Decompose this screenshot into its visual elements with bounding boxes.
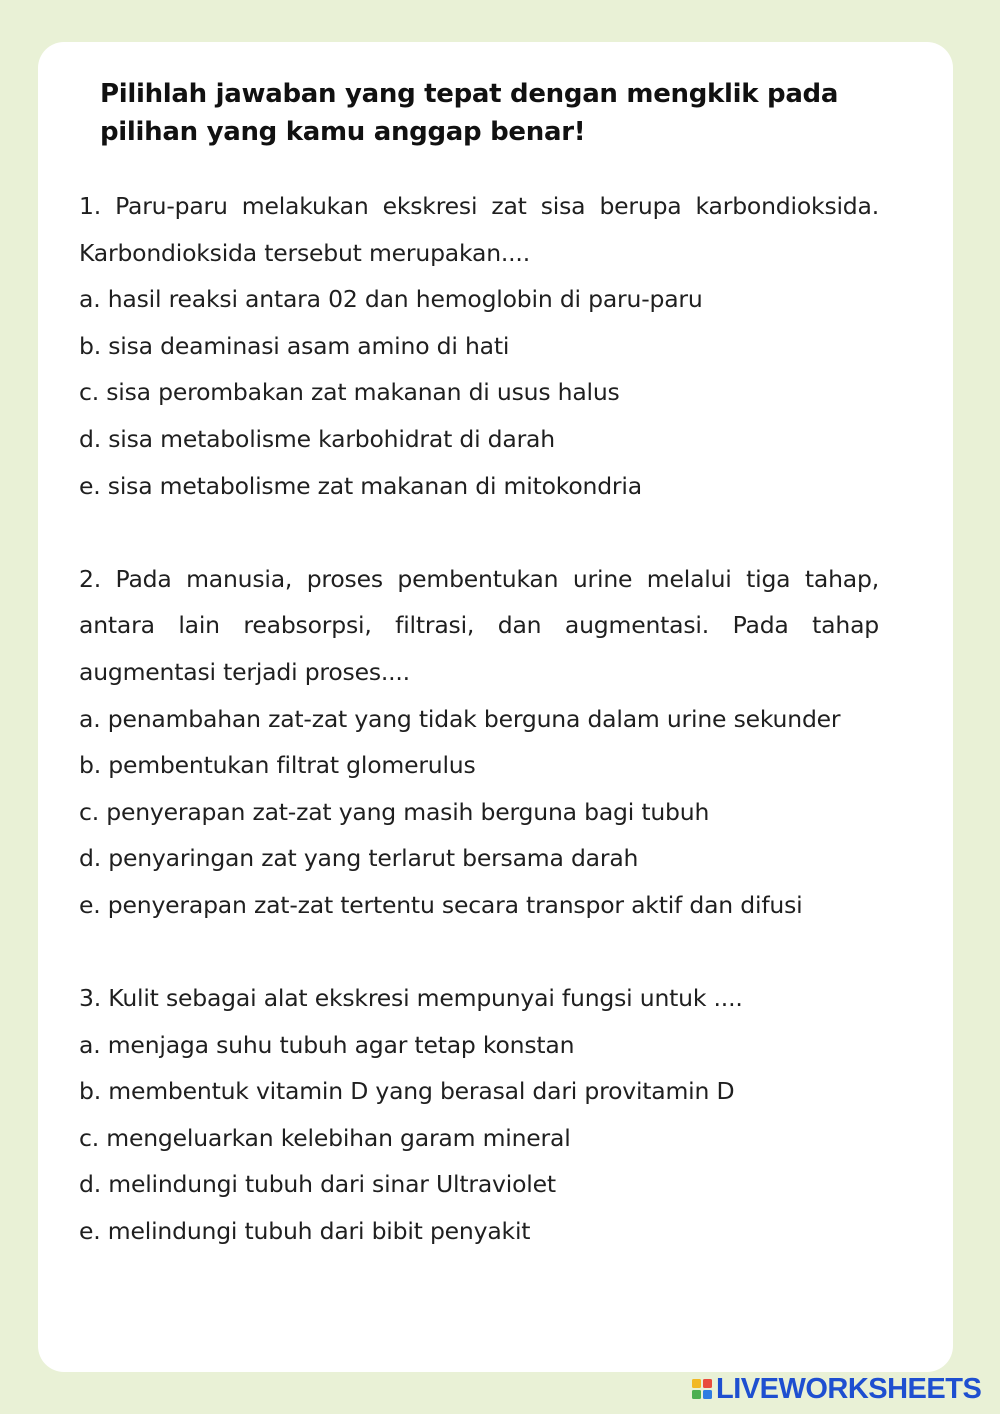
answer-option-a[interactable]: a. hasil reaksi antara 02 dan hemoglobin di paru-paru xyxy=(79,285,703,314)
answer-option-b[interactable]: b. pembentukan filtrat glomerulus xyxy=(79,751,476,780)
answer-option-c[interactable]: c. sisa perombakan zat makanan di usus halus xyxy=(79,378,620,407)
answer-option-e[interactable]: e. sisa metabolisme zat makanan di mitokondria xyxy=(79,471,642,500)
question-1 xyxy=(79,183,879,509)
answer-option-a[interactable]: a. penambahan zat-zat yang tidak berguna dalam urine sekunder xyxy=(79,704,841,733)
answer-option-b[interactable]: b. sisa deaminasi asam amino di hati xyxy=(79,331,510,360)
logo-square-red xyxy=(703,1379,712,1388)
answer-option-c[interactable]: c. mengeluarkan kelebihan garam mineral xyxy=(79,1123,571,1152)
question-stem: 3. Kulit sebagai alat ekskresi mempunyai fungsi untuk .... xyxy=(79,984,743,1013)
answer-option-e[interactable]: e. melindungi tubuh dari bibit penyakit xyxy=(79,1217,531,1246)
questions-container xyxy=(79,183,879,1255)
answer-option-e[interactable]: e. penyerapan zat-zat tertentu secara transpor aktif dan difusi xyxy=(79,890,803,919)
logo-square-blue xyxy=(703,1390,712,1399)
answer-option-c[interactable]: c. penyerapan zat-zat yang masih berguna bagi tubuh xyxy=(79,797,710,826)
answer-option-d[interactable]: d. melindungi tubuh dari sinar Ultraviolet xyxy=(79,1170,556,1199)
instruction-heading: Pilihlah jawaban yang tepat dengan mengklik pada pilihan yang kamu anggap benar! xyxy=(100,79,839,147)
question-stem: 2. Pada manusia, proses pembentukan urine melalui tiga tahap, antara lain reabsorpsi, filtrasi, dan augmentasi. Pada tahap augmentasi terjadi proses.... xyxy=(79,564,879,686)
logo-square-yellow xyxy=(692,1379,701,1388)
logo-squares-icon xyxy=(692,1379,712,1399)
answer-option-d[interactable]: d. penyaringan zat yang terlarut bersama darah xyxy=(79,844,639,873)
answer-option-b[interactable]: b. membentuk vitamin D yang berasal dari provitamin D xyxy=(79,1077,735,1106)
question-3 xyxy=(79,975,879,1255)
question-2 xyxy=(79,556,879,929)
answer-option-a[interactable]: a. menjaga suhu tubuh agar tetap konstan xyxy=(79,1030,575,1059)
liveworksheets-logo xyxy=(692,1374,981,1404)
logo-square-green xyxy=(692,1390,701,1399)
logo-text: LIVEWORKSHEETS xyxy=(716,1372,982,1405)
answer-option-d[interactable]: d. sisa metabolisme karbohidrat di darah xyxy=(79,424,555,453)
question-stem: 1. Paru-paru melakukan ekskresi zat sisa berupa karbondioksida. Karbondioksida tersebut merupakan.... xyxy=(79,192,879,267)
